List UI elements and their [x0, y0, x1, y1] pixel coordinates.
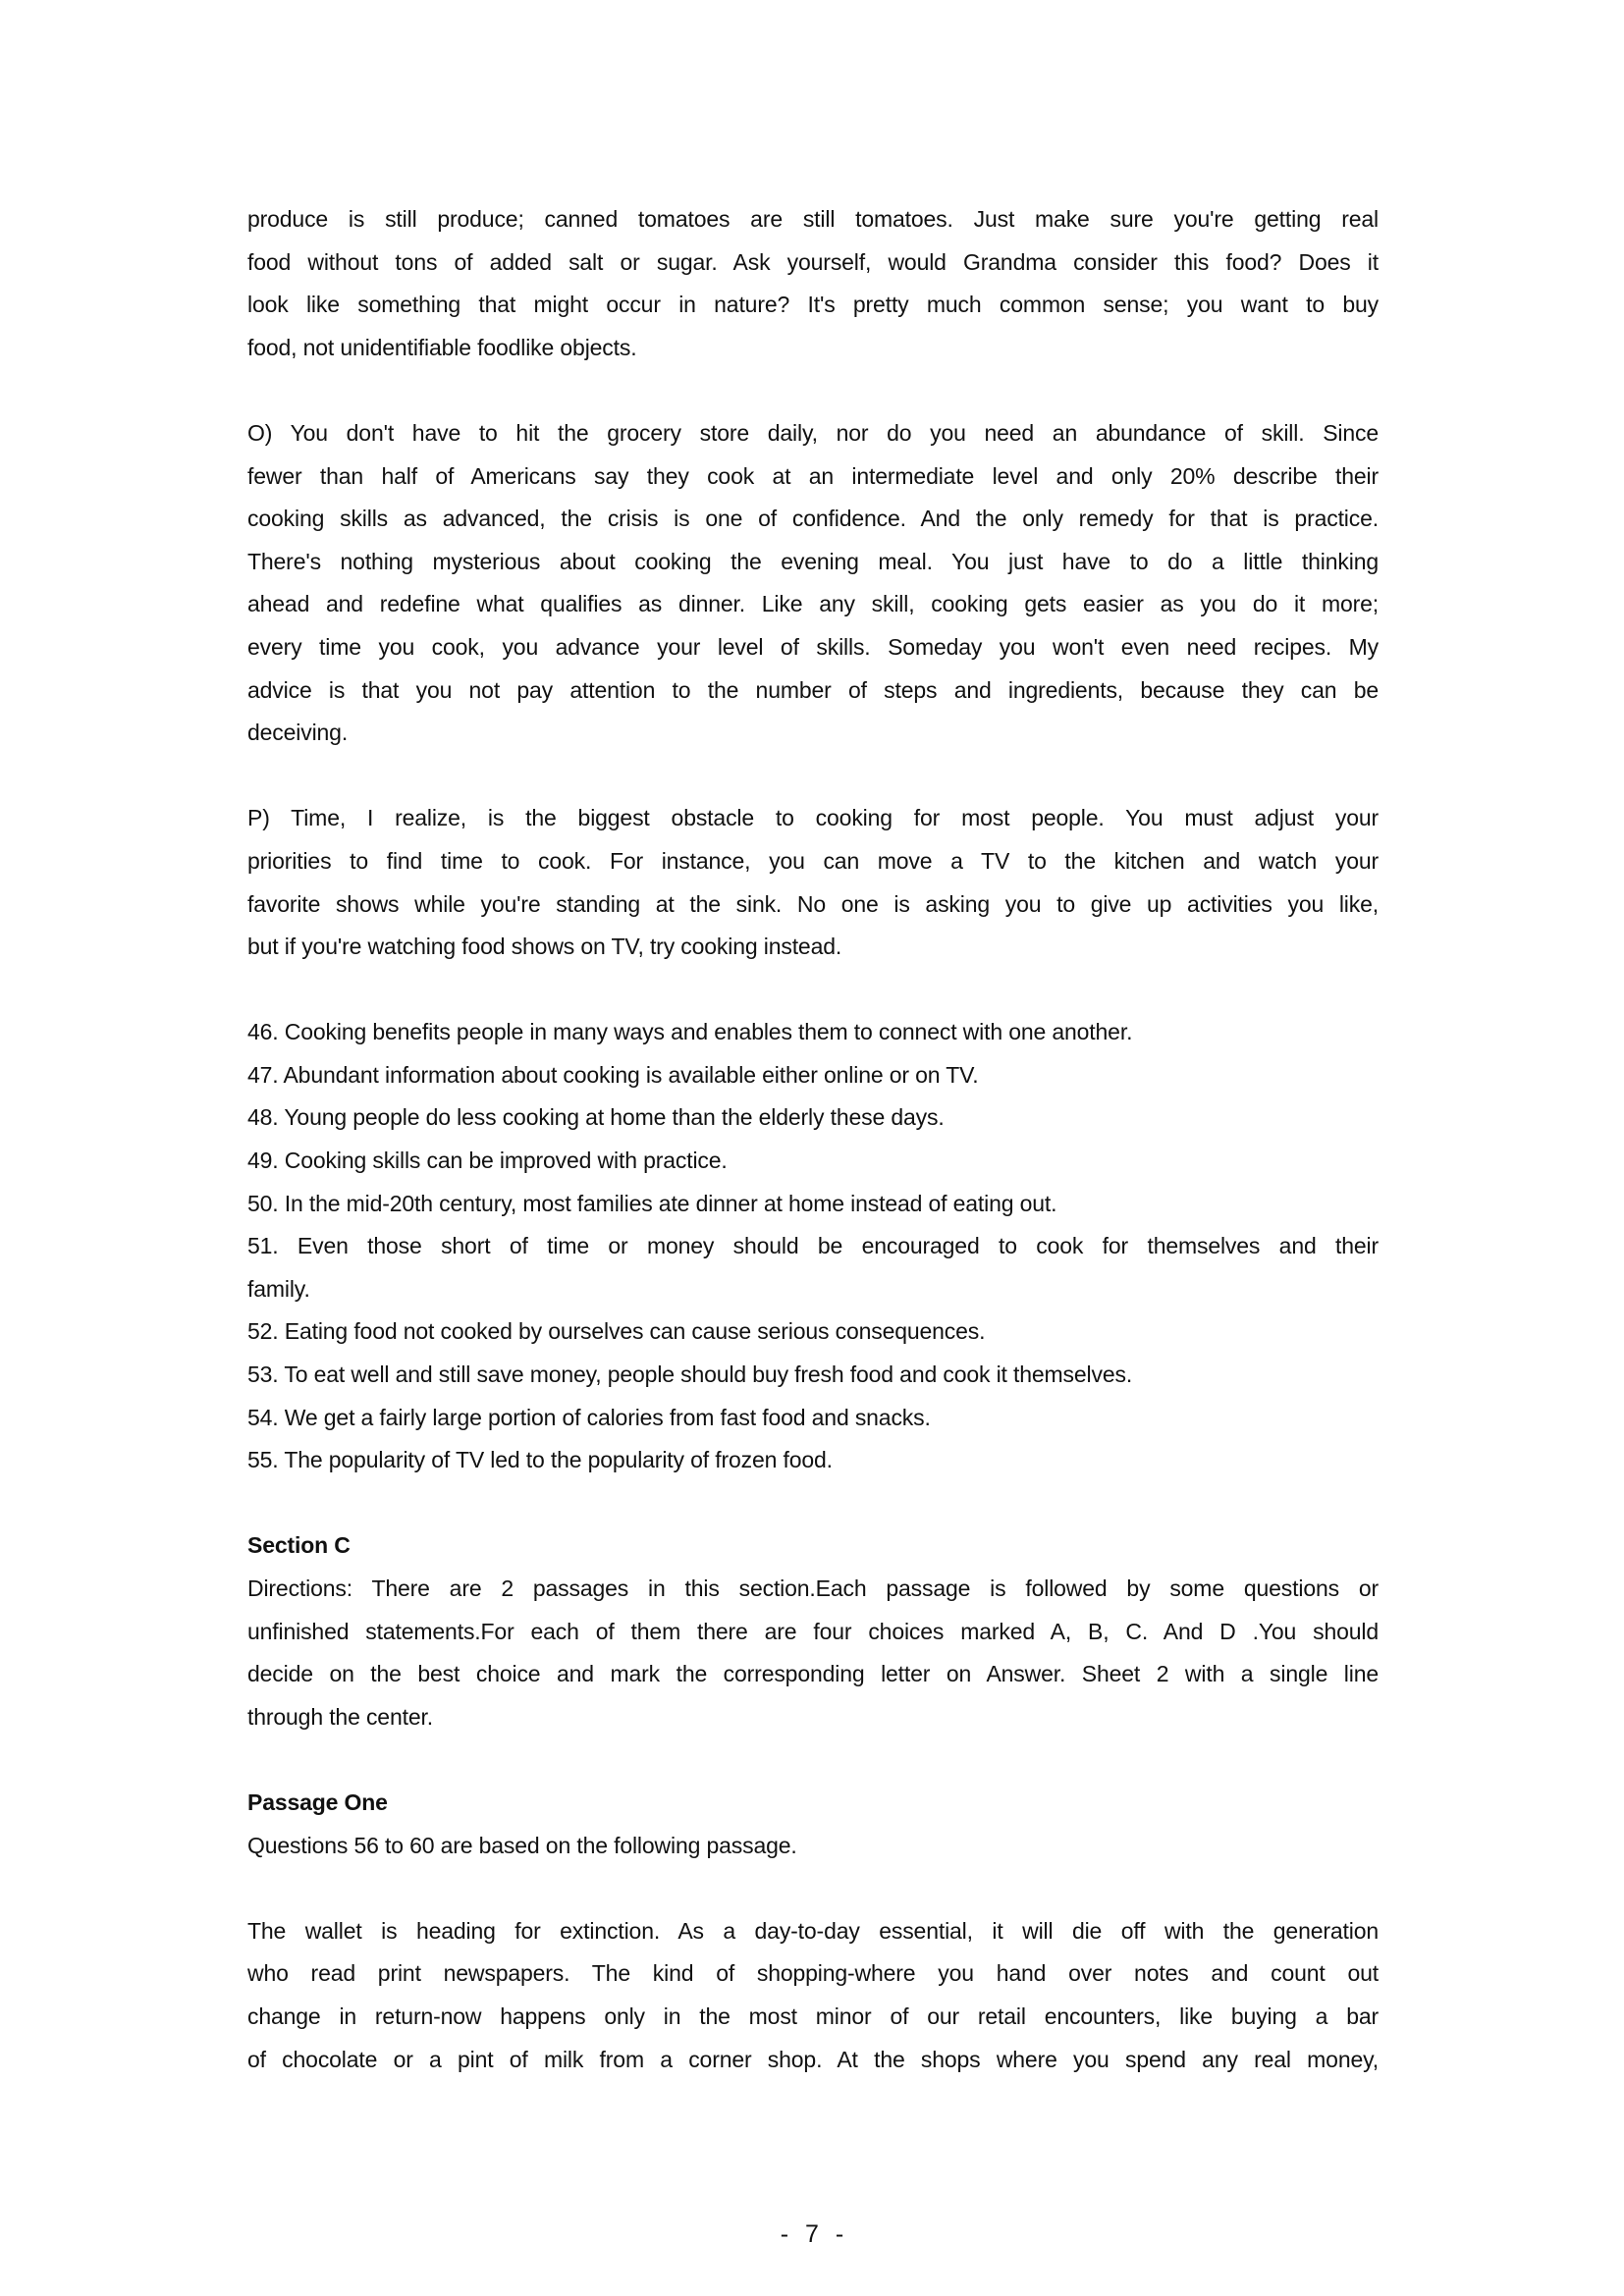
passage-intro: Questions 56 to 60 are based on the following passage. [247, 1832, 797, 1858]
text-line: look like something that might occur in nature? It's pretty much common sense; you want to buy [247, 292, 1379, 318]
statement-item: 47. Abundant information about cooking is available either online or on TV. [247, 1061, 979, 1088]
text-line: ahead and redefine what qualifies as dinner. Like any skill, cooking gets easier as you do it more; [247, 591, 1379, 617]
text-line: produce is still produce; canned tomatoes are still tomatoes. Just make sure you're getting real [247, 206, 1379, 232]
text-line: change in return-now happens only in the most minor of our retail encounters, like buying a bar [247, 2002, 1379, 2029]
text-line: but if you're watching food shows on TV, try cooking instead. [247, 934, 842, 960]
statement-item: 55. The popularity of TV led to the popularity of frozen food. [247, 1447, 833, 1473]
directions-line: decide on the best choice and mark the corresponding letter on Answer. Sheet 2 with a single line [247, 1661, 1379, 1687]
blank-line [247, 369, 1379, 412]
directions-line: through the center. [247, 1703, 433, 1730]
paragraph-p [247, 797, 1379, 968]
text-line: favorite shows while you're standing at the sink. No one is asking you to give up activities you like, [247, 890, 1379, 917]
statement-item: 54. We get a fairly large portion of calories from fast food and snacks. [247, 1404, 931, 1430]
directions-line: Directions: There are 2 passages in this section.Each passage is followed by some questions or [247, 1575, 1379, 1601]
text-line: food, not unidentifiable foodlike objects. [247, 334, 637, 360]
statement-item: 49. Cooking skills can be improved with practice. [247, 1148, 728, 1174]
blank-line [247, 1867, 1379, 1910]
text-column [247, 198, 1379, 2081]
statement-item: 50. In the mid-20th century, most families ate dinner at home instead of eating out. [247, 1190, 1057, 1216]
paragraph-o [247, 412, 1379, 755]
text-line: food without tons of added salt or sugar. Ask yourself, would Grandma consider this food? Does it [247, 248, 1379, 275]
section-heading: Section C [247, 1532, 351, 1559]
text-line: cooking skills as advanced, the crisis is one of confidence. And the only remedy for that is practice. [247, 506, 1379, 532]
directions-line: unfinished statements.For each of them there are four choices marked A, B, C. And D .You should [247, 1618, 1379, 1644]
text-line: deceiving. [247, 720, 349, 746]
text-line: fewer than half of Americans say they cook at an intermediate level and only 20% describe their [247, 462, 1379, 489]
statement-list [247, 1011, 1379, 1482]
statement-item: 48. Young people do less cooking at home than the elderly these days. [247, 1104, 945, 1131]
text-line: who read print newspapers. The kind of shopping-where you hand over notes and count out [247, 1960, 1379, 1987]
blank-line [247, 969, 1379, 1012]
text-line: of chocolate or a pint of milk from a corner shop. At the shops where you spend any real money, [247, 2046, 1379, 2072]
text-line: priorities to find time to cook. For instance, you can move a TV to the kitchen and watch your [247, 847, 1379, 874]
passage-one [247, 1782, 1379, 2081]
blank-line [247, 1738, 1379, 1782]
text-line: P) Time, I realize, is the biggest obstacle to cooking for most people. You must adjust your [247, 805, 1379, 831]
text-line: advice is that you not pay attention to the number of steps and ingredients, because they can be [247, 676, 1379, 703]
text-line: every time you cook, you advance your level of skills. Someday you won't even need recipes. My [247, 633, 1379, 660]
text-line: O) You don't have to hit the grocery store daily, nor do you need an abundance of skill. Since [247, 419, 1379, 446]
text-line: The wallet is heading for extinction. As a day-to-day essential, it will die off with the generation [247, 1917, 1379, 1944]
blank-line [247, 755, 1379, 798]
statement-item: 53. To eat well and still save money, people should buy fresh food and cook it themselves. [247, 1362, 1133, 1388]
section-c [247, 1524, 1379, 1738]
statement-item: 46. Cooking benefits people in many ways and enables them to connect with one another. [247, 1019, 1133, 1045]
passage-heading: Passage One [247, 1789, 388, 1815]
statement-item-continuation: family. [247, 1275, 310, 1302]
text-line: There's nothing mysterious about cooking the evening meal. You just have to do a little thinking [247, 548, 1379, 574]
statement-item: 52. Eating food not cooked by ourselves can cause serious consequences. [247, 1318, 986, 1345]
statement-item: 51. Even those short of time or money should be encouraged to cook for themselves and their [247, 1233, 1379, 1259]
blank-line [247, 1482, 1379, 1525]
paragraph-n-continuation [247, 198, 1379, 369]
page-number: - 7 - [780, 2220, 844, 2248]
